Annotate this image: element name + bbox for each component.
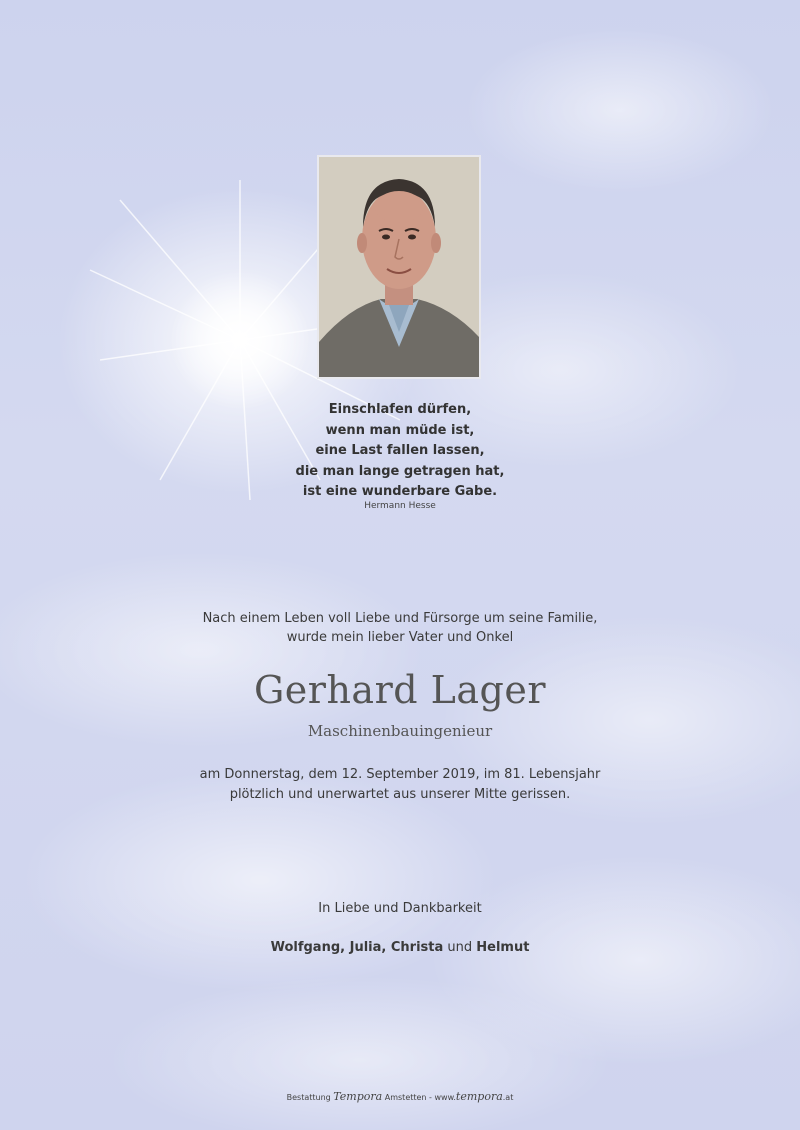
portrait-image — [319, 157, 479, 377]
deceased-name: Gerhard Lager — [253, 668, 547, 712]
closing-thanks: In Liebe und Dankbarkeit — [318, 901, 482, 916]
mourner-name: Julia — [349, 940, 382, 955]
name-conjunction: und — [443, 940, 477, 955]
name-separator: , — [381, 940, 391, 955]
footer-suffix: .at — [502, 1093, 514, 1102]
footer-brand: Tempora — [333, 1090, 383, 1103]
mourner-name: Wolfgang — [270, 940, 341, 955]
poem-line: die man lange getragen hat, — [295, 463, 505, 479]
deceased-profession: Maschinenbauingenieur — [307, 722, 493, 740]
mourner-name: Christa — [390, 940, 444, 955]
poem — [0, 400, 800, 503]
footer-website-brand: tempora — [455, 1090, 503, 1103]
footer-middle: Amstetten - www. — [382, 1093, 456, 1102]
poem-line: wenn man müde ist, — [325, 422, 475, 438]
intro-text — [0, 609, 800, 647]
portrait-photo — [317, 155, 481, 379]
intro-line: Nach einem Leben voll Liebe und Fürsorge um seine Familie, — [202, 611, 598, 626]
poem-line: Einschlafen dürfen, — [328, 402, 472, 417]
death-line: am Donnerstag, dem 12. September 2019, im 81. Lebensjahr — [199, 767, 601, 782]
death-line: plötzlich und unerwartet aus unserer Mitte gerissen. — [229, 787, 571, 802]
footer-prefix: Bestattung — [286, 1093, 334, 1102]
poem-line: eine Last fallen lassen, — [315, 443, 485, 458]
funeral-home-footer — [0, 1090, 800, 1103]
death-notice — [0, 765, 800, 805]
poem-line: ist eine wunderbare Gabe. — [302, 484, 498, 499]
intro-line: wurde mein lieber Vater und Onkel — [286, 630, 514, 645]
mourners-names — [0, 940, 800, 955]
poem-author: Hermann Hesse — [364, 501, 436, 511]
name-separator: , — [340, 940, 350, 955]
mourner-name: Helmut — [476, 940, 530, 955]
